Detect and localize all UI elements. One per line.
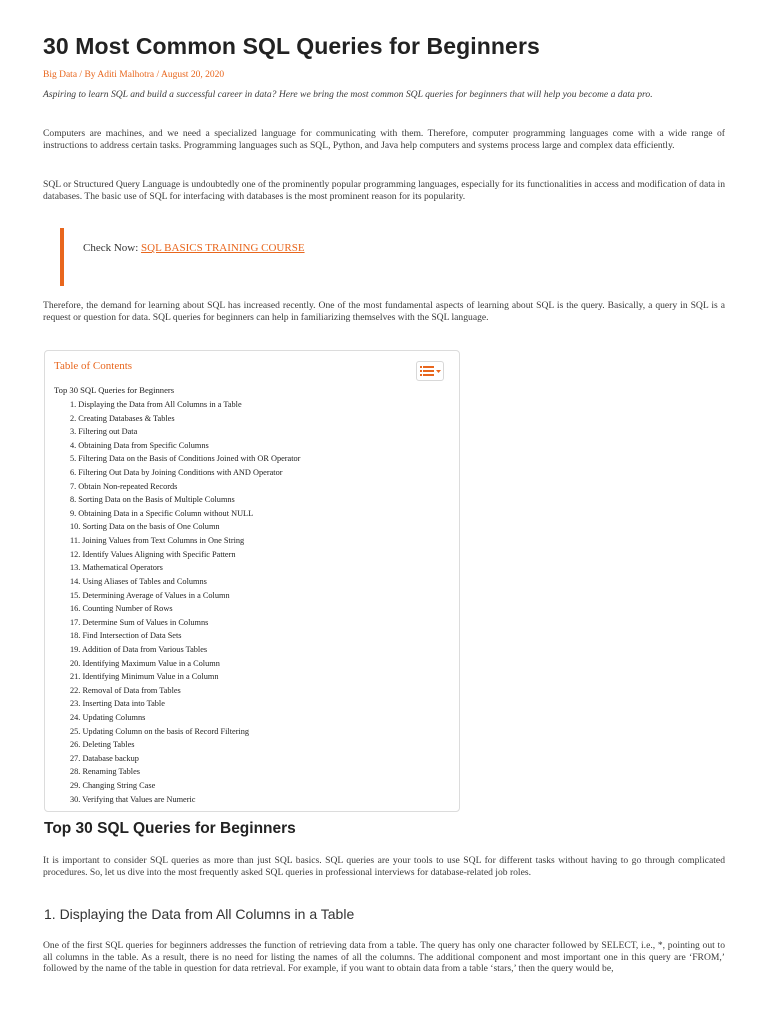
course-link[interactable]: SQL BASICS TRAINING COURSE <box>141 242 305 254</box>
callout-prefix: Check Now: <box>83 242 139 254</box>
toc-item[interactable]: 25. Updating Column on the basis of Record Filtering <box>70 726 250 736</box>
toc-item[interactable]: 23. Inserting Data into Table <box>70 699 165 709</box>
toc-item[interactable]: 29. Changing String Case <box>70 781 156 791</box>
meta-separator: / <box>156 70 160 80</box>
toc-item[interactable]: 10. Sorting Data on the basis of One Column <box>70 522 220 532</box>
toc-item[interactable]: 20. Identifying Maximum Value in a Column <box>70 658 220 668</box>
body-paragraph: SQL or Structured Query Language is undoubtedly one of the prominently popular programming languages, especially for its functionalities in access and modification of data in databases. The basic use of SQL for interfacing with databases is the most prominent reason for its popularity. <box>43 179 725 202</box>
toc-item[interactable]: 12. Identify Values Aligning with Specific Pattern <box>70 549 236 559</box>
toc-item[interactable]: 4. Obtaining Data from Specific Columns <box>70 440 209 450</box>
toc-item[interactable]: 26. Deleting Tables <box>70 740 135 750</box>
toc-item[interactable]: 18. Find Intersection of Data Sets <box>70 631 182 641</box>
author-link[interactable]: Aditi Malhotra <box>97 70 155 80</box>
section-heading: Top 30 SQL Queries for Beginners <box>44 820 296 837</box>
category-link[interactable]: Big Data <box>43 70 78 80</box>
toc-root-link[interactable]: Top 30 SQL Queries for Beginners <box>54 385 175 395</box>
publish-date: August 20, 2020 <box>161 70 225 80</box>
author-prefix: By <box>84 70 96 80</box>
article-title: 30 Most Common SQL Queries for Beginners <box>43 33 540 59</box>
toc-item[interactable]: 9. Obtaining Data in a Specific Column without NULL <box>70 508 254 518</box>
toc-item[interactable]: 1. Displaying the Data from All Columns in a Table <box>70 400 242 409</box>
toc-item[interactable]: 17. Determine Sum of Values in Columns <box>70 617 209 627</box>
callout-bar <box>60 228 64 286</box>
subsection-heading: 1. Displaying the Data from All Columns in a Table <box>44 906 355 922</box>
callout <box>83 242 305 254</box>
toc-item[interactable]: 11. Joining Values from Text Columns in One String <box>70 536 245 546</box>
toc-item[interactable]: 21. Identifying Minimum Value in a Column <box>70 672 219 682</box>
toc-toggle-button[interactable] <box>416 361 444 381</box>
body-paragraph: Computers are machines, and we need a specialized language for communicating with them. Therefore, computer programming languages come with a wide range of instructions to address certain tasks. Programming languages such as SQL, Python, and Java help computers and systems process large and complex data efficiently. <box>43 128 725 151</box>
chevron-down-icon <box>436 369 441 374</box>
toc-item[interactable]: 6. Filtering Out Data by Joining Conditions with AND Operator <box>70 468 283 478</box>
list-icon <box>420 366 434 376</box>
section-paragraph: It is important to consider SQL queries as more than just SQL basics. SQL queries are your tools to use SQL for different tasks without having to go through complicated procedures. So, let us dive into the most frequently asked SQL queries in professional interviews for database-related job roles. <box>43 855 725 878</box>
intro-paragraph: Aspiring to learn SQL and build a successful career in data? Here we bring the most common SQL queries for beginners that will help you become a data pro. <box>43 89 653 100</box>
toc-item[interactable]: 3. Filtering out Data <box>70 427 138 437</box>
toc-item[interactable]: 13. Mathematical Operators <box>70 563 163 573</box>
table-of-contents <box>44 350 460 812</box>
toc-item[interactable]: 22. Removal of Data from Tables <box>70 685 181 695</box>
toc-item[interactable]: 15. Determining Average of Values in a Column <box>70 590 230 600</box>
meta-separator: / <box>79 70 83 80</box>
toc-item[interactable]: 30. Verifying that Values are Numeric <box>70 794 196 804</box>
toc-item[interactable]: 5. Filtering Data on the Basis of Conditions Joined with OR Operator <box>70 454 301 464</box>
toc-item[interactable]: 7. Obtain Non-repeated Records <box>70 481 178 491</box>
toc-list <box>70 398 300 806</box>
toc-item[interactable]: 19. Addition of Data from Various Tables <box>70 644 208 654</box>
body-paragraph: Therefore, the demand for learning about SQL has increased recently. One of the most fundamental aspects of learning about SQL is the query. Basically, a query in SQL is a request or question for data. SQL queries for beginners can help in familiarizing themselves with the SQL language. <box>43 300 725 323</box>
toc-title: Table of Contents <box>54 360 133 372</box>
toc-item[interactable]: 8. Sorting Data on the Basis of Multiple Columns <box>70 495 235 505</box>
toc-item[interactable]: 28. Renaming Tables <box>70 767 141 777</box>
toc-item[interactable]: 24. Updating Columns <box>70 713 146 723</box>
toc-item[interactable]: 16. Counting Number of Rows <box>70 604 173 614</box>
subsection-paragraph: One of the first SQL queries for beginners addresses the function of retrieving data from a table. The query has only one character followed by SELECT, i.e., *, pointing out to all columns in the table. As a result, there is no need for listing the names of all the columns. The additional component and most important one in this query are ‘FROM,’ followed by the name of the table in question for data retrieval. For example, if you want to obtain data from a table ‘stars,’ then the query would be, <box>43 940 725 975</box>
article-meta <box>43 70 224 80</box>
toc-item[interactable]: 27. Database backup <box>70 753 139 763</box>
toc-item[interactable]: 14. Using Aliases of Tables and Columns <box>70 576 207 586</box>
toc-item[interactable]: 2. Creating Databases & Tables <box>70 413 175 423</box>
